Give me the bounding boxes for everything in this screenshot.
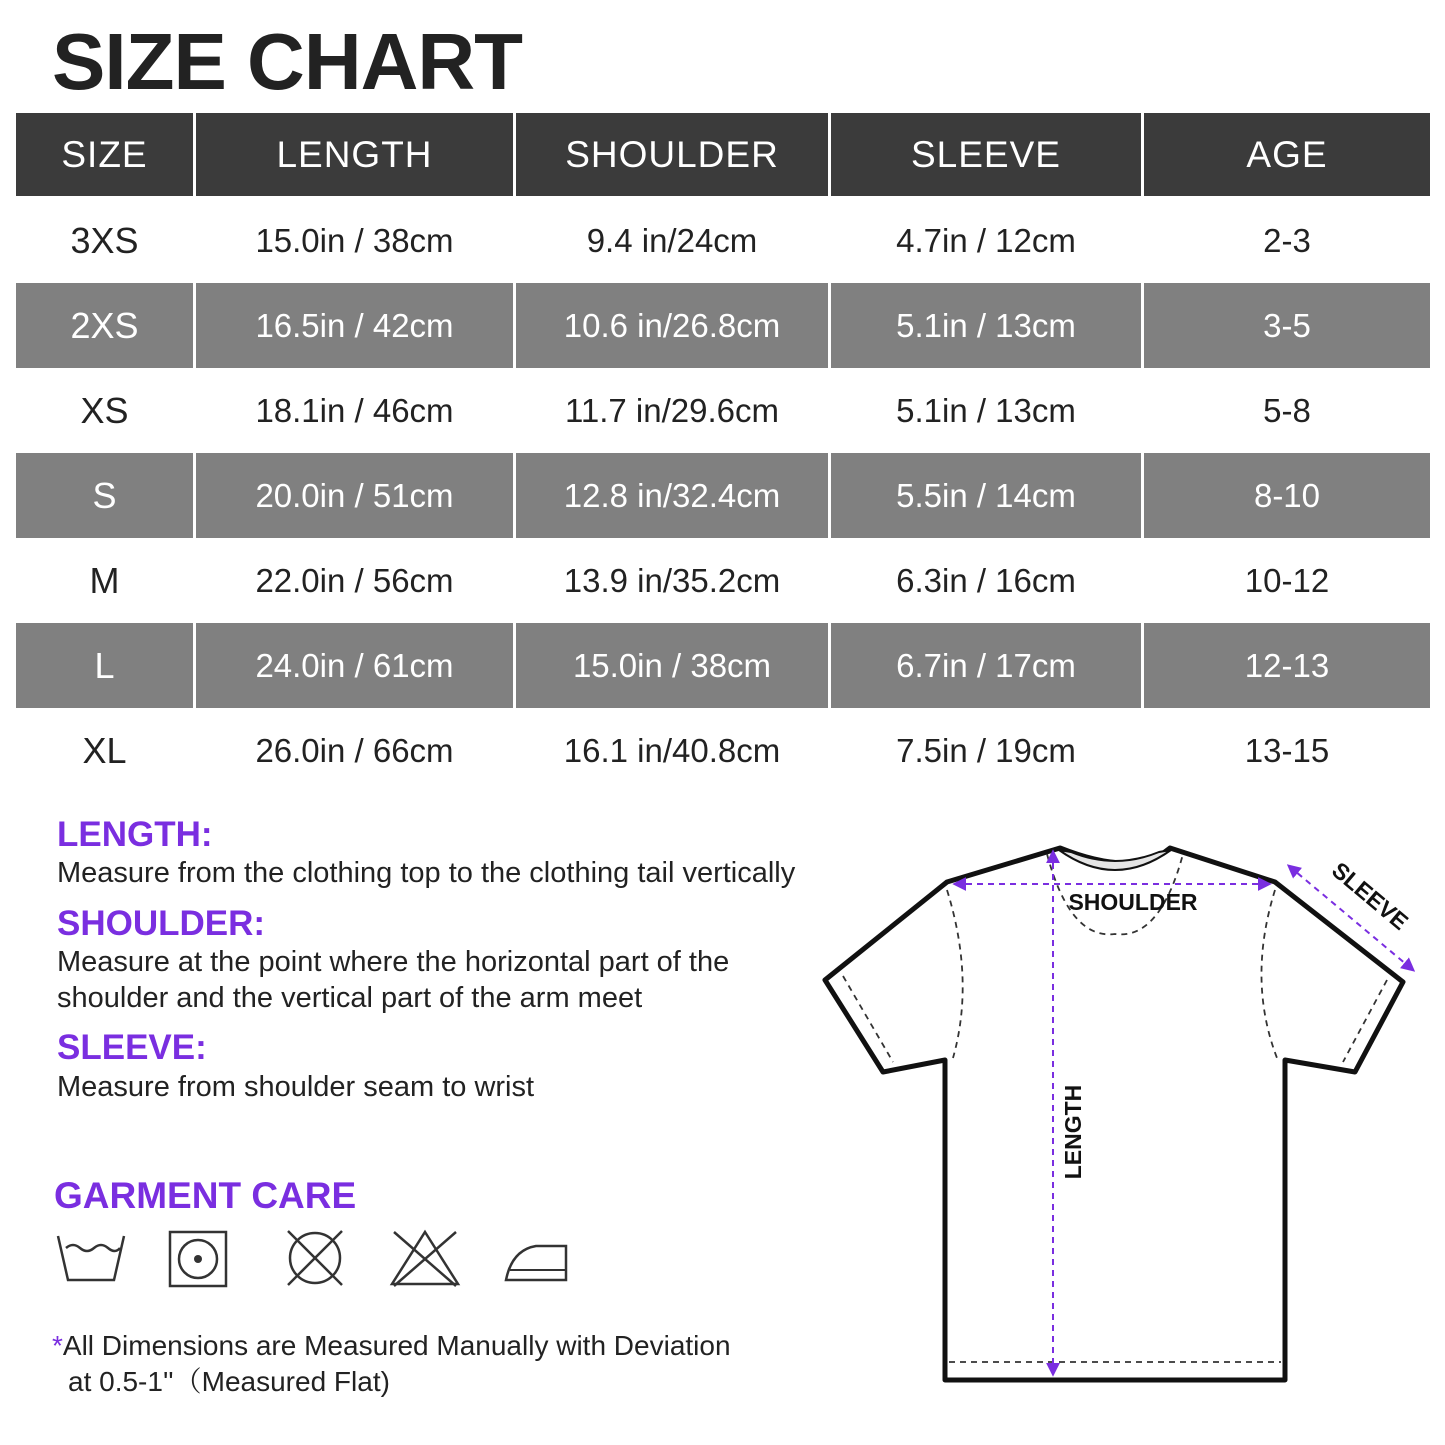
sleeve-note-heading: SLEEVE:	[57, 1028, 207, 1068]
cell-age: 10-12	[1144, 538, 1430, 623]
shoulder-diagram-label: SHOULDER	[1068, 889, 1198, 915]
cell-shoulder: 15.0in / 38cm	[516, 623, 831, 708]
header-age: AGE	[1144, 113, 1430, 198]
cell-shoulder: 16.1 in/40.8cm	[516, 708, 831, 793]
measurement-notes	[57, 815, 877, 1117]
cell-size: 2XS	[16, 283, 196, 368]
cell-shoulder: 12.8 in/32.4cm	[516, 453, 831, 538]
header-size: SIZE	[16, 113, 196, 198]
cell-length: 26.0in / 66cm	[196, 708, 516, 793]
cell-length: 22.0in / 56cm	[196, 538, 516, 623]
cell-age: 13-15	[1144, 708, 1430, 793]
cell-sleeve: 5.5in / 14cm	[831, 453, 1144, 538]
shoulder-note-text-line1: Measure at the point where the horizontal part of the	[57, 945, 730, 978]
tshirt-outline	[825, 848, 1403, 1380]
page-title: SIZE CHART	[52, 17, 522, 106]
cell-size: S	[16, 453, 196, 538]
length-note-text: Measure from the clothing top to the clothing tail vertically	[57, 857, 796, 890]
measurement-arrows	[955, 852, 1413, 1374]
hand-wash-icon	[54, 1228, 128, 1288]
footnote-asterisk: *	[52, 1330, 63, 1361]
cell-length: 24.0in / 61cm	[196, 623, 516, 708]
header-shoulder: SHOULDER	[516, 113, 831, 198]
tumble-dry-icon	[166, 1228, 230, 1288]
cell-sleeve: 6.3in / 16cm	[831, 538, 1144, 623]
cell-shoulder: 10.6 in/26.8cm	[516, 283, 831, 368]
table-row	[16, 198, 1430, 283]
footnote-line2: at 0.5-1''（Measured Flat)	[68, 1366, 390, 1398]
garment-care-icons	[50, 1228, 590, 1298]
cell-length: 16.5in / 42cm	[196, 283, 516, 368]
cell-size: XL	[16, 708, 196, 793]
table-row	[16, 623, 1430, 708]
table-row	[16, 538, 1430, 623]
length-diagram-label: LENGTH	[1060, 1084, 1086, 1180]
cell-length: 15.0in / 38cm	[196, 198, 516, 283]
tshirt-collar	[1059, 850, 1171, 870]
length-note-heading: LENGTH:	[57, 815, 213, 854]
table-row	[16, 708, 1430, 793]
shoulder-note-text-line2: shoulder and the vertical part of the arm meet	[57, 982, 643, 1014]
sleeve-diagram-label: SLEEVE	[1327, 856, 1414, 936]
cell-size: L	[16, 623, 196, 708]
cell-age: 12-13	[1144, 623, 1430, 708]
cell-shoulder: 13.9 in/35.2cm	[516, 538, 831, 623]
cell-sleeve: 4.7in / 12cm	[831, 198, 1144, 283]
garment-care-heading: GARMENT CARE	[54, 1175, 357, 1216]
do-not-dry-clean-icon	[282, 1228, 348, 1288]
cell-sleeve: 5.1in / 13cm	[831, 283, 1144, 368]
cell-age: 3-5	[1144, 283, 1430, 368]
cell-shoulder: 11.7 in/29.6cm	[516, 368, 831, 453]
cell-sleeve: 5.1in / 13cm	[831, 368, 1144, 453]
cell-age: 8-10	[1144, 453, 1430, 538]
cell-sleeve: 6.7in / 17cm	[831, 623, 1144, 708]
cell-size: M	[16, 538, 196, 623]
sleeve-note-text: Measure from shoulder seam to wrist	[57, 1070, 535, 1103]
shoulder-note	[57, 904, 877, 1017]
tshirt-stitch-lines	[843, 854, 1387, 1362]
cell-size: XS	[16, 368, 196, 453]
cell-age: 2-3	[1144, 198, 1430, 283]
cell-size: 3XS	[16, 198, 196, 283]
table-row	[16, 453, 1430, 538]
cell-shoulder: 9.4 in/24cm	[516, 198, 831, 283]
header-length: LENGTH	[196, 113, 516, 198]
length-note	[57, 815, 877, 892]
cell-sleeve: 7.5in / 19cm	[831, 708, 1144, 793]
iron-icon	[502, 1228, 572, 1288]
header-sleeve: SLEEVE	[831, 113, 1144, 198]
table-row	[16, 283, 1430, 368]
size-table	[16, 113, 1430, 793]
footnote-line1: All Dimensions are Measured Manually with Deviation	[62, 1330, 731, 1361]
cell-length: 18.1in / 46cm	[196, 368, 516, 453]
cell-length: 20.0in / 51cm	[196, 453, 516, 538]
sleeve-note	[57, 1028, 877, 1105]
tshirt-diagram	[815, 830, 1425, 1390]
table-header-row	[16, 113, 1430, 198]
shoulder-note-heading: SHOULDER:	[57, 903, 266, 943]
table-row	[16, 368, 1430, 453]
measurement-footnote	[52, 1328, 812, 1401]
cell-age: 5-8	[1144, 368, 1430, 453]
do-not-bleach-icon	[388, 1228, 462, 1288]
